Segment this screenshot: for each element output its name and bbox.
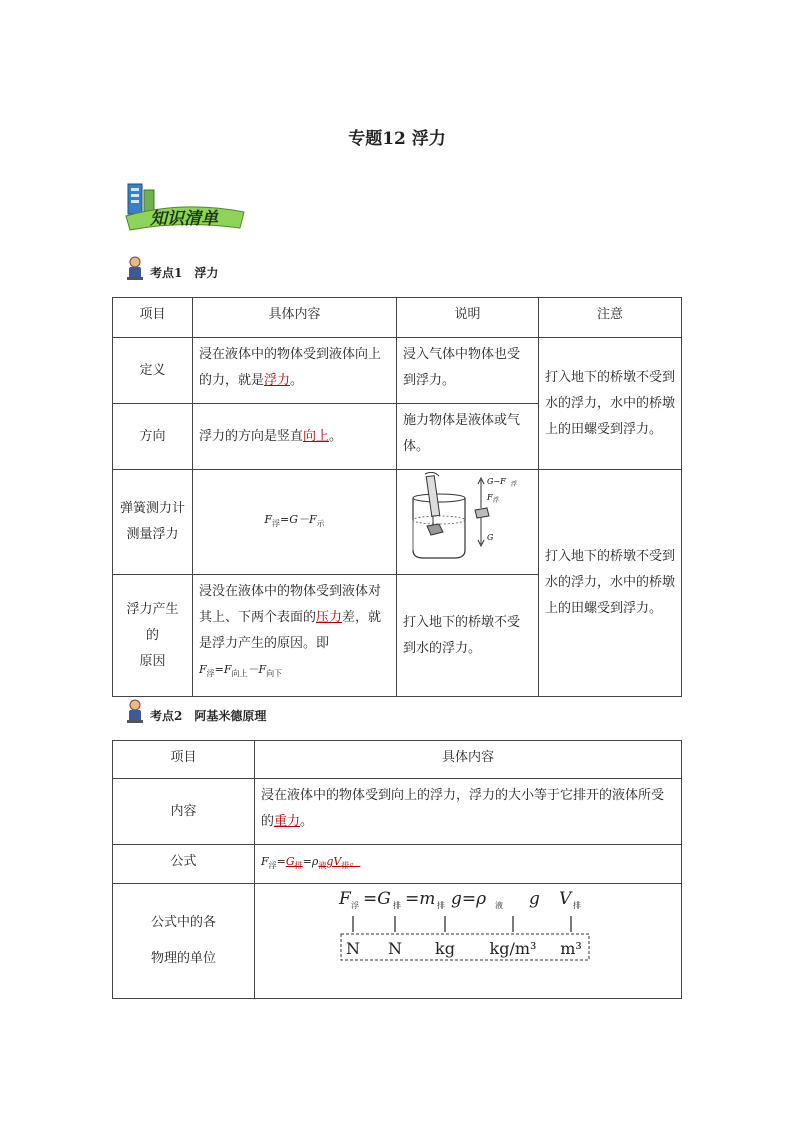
teacher-icon [126, 699, 144, 723]
page-title: 专题12 浮力 [348, 129, 446, 149]
t1-row-spring-diagram-cell [397, 470, 539, 575]
unit-eq-V: V [559, 889, 572, 910]
unit-eq-F-sub: 浮 [351, 901, 359, 911]
unit-2: kg [435, 939, 455, 959]
diagram-label-top-sub: 浮 [511, 481, 518, 488]
t2-row-units-item: 公式中的各 物理的单位 [113, 884, 255, 999]
units-diagram [255, 884, 682, 988]
t2-header-item: 项目 [113, 741, 255, 779]
t1-row-spring-item: 弹簧测力计测量浮力 [113, 470, 193, 575]
hl-gravity: 重力 [274, 814, 301, 829]
hl-buoyancy: 浮力 [264, 373, 291, 388]
t1-row-cause-note: 打入地下的桥墩不受到水的浮力。 [397, 575, 539, 697]
unit-eq-rho-sub: 液 [495, 901, 503, 911]
teacher-icon [126, 256, 144, 280]
unit-eq-V-sub: 排 [573, 901, 581, 911]
t1-row-definition-content: 浸在液体中的物体受到液体向上的力，就是浮力。 [193, 338, 397, 404]
knowledge-list-banner [122, 182, 248, 232]
t1-notice-b: 打入地下的桥墩不受到水的浮力，水中的桥墩上的田螺受到浮力。 [539, 470, 682, 697]
t2-header-content: 具体内容 [255, 741, 682, 779]
t1-row-definition-note: 浸入气体中物体也受到浮力。 [397, 338, 539, 404]
unit-eq-g: g=ρ [451, 889, 487, 910]
t1-header-content: 具体内容 [193, 298, 397, 338]
kp1-number: 考点1 [150, 266, 183, 280]
t1-notice-a: 打入地下的桥墩不受到水的浮力，水中的桥墩上的田螺受到浮力。 [539, 338, 682, 470]
diagram-label-mid-sub: 浮 [493, 497, 500, 504]
unit-eq-F: F [339, 889, 351, 910]
unit-1: N [388, 939, 402, 959]
t1-row-cause-item: 浮力产生 的 原因 [113, 575, 193, 697]
table-buoyancy [112, 297, 682, 697]
unit-3: kg/m³ [489, 939, 537, 959]
kp2-number: 考点2 [150, 709, 183, 723]
t2-row-units-diagram-cell [255, 884, 682, 999]
t2-row-content-item: 内容 [113, 779, 255, 845]
t2-row-content-text: 浸在液体中的物体受到向上的浮力，浮力的大小等于它排开的液体所受的重力。 [255, 779, 682, 845]
t1-row-definition-item: 定义 [113, 338, 193, 404]
diagram-label-bottom: G [487, 533, 494, 542]
unit-eq-m: =m [405, 889, 436, 910]
unit-0: N [346, 939, 360, 959]
key-point-2-heading [126, 697, 278, 723]
key-point-1-heading [126, 254, 230, 280]
kp2-name: 阿基米德原理 [194, 709, 267, 723]
banner-label: 知识清单 [150, 209, 218, 229]
t1-row-direction-note: 施力物体是液体或气体。 [397, 404, 539, 470]
unit-eq-G: =G [363, 889, 391, 910]
hl-upward: 向上 [303, 428, 330, 444]
t1-row-cause-content: 浸没在液体中的物体受到液体对其上、下两个表面的压力差，就是浮力产生的原因。即 $F_浮=F_{向上}-F_{向下}$ [193, 575, 397, 697]
unit-eq-G-sub: 排 [393, 901, 401, 911]
t1-row-direction-item: 方向 [113, 404, 193, 470]
t2-row-formula-item: 公式 [113, 845, 255, 884]
table-archimedes [112, 740, 682, 999]
unit-4: m³ [560, 939, 582, 959]
diagram-label-top: G−F [487, 477, 506, 486]
t1-header-explain: 说明 [397, 298, 539, 338]
unit-eq-g2: g [529, 889, 540, 910]
hl-pressure: 压力 [316, 610, 343, 625]
unit-eq-m-sub: 排 [437, 901, 445, 911]
t2-row-formula-text: $F_浮=G_排=\rho_液gV_排$。 [255, 845, 682, 884]
diagram-label-mid: F [487, 493, 493, 502]
t1-row-direction-content: 浮力的方向是竖直向上。 [193, 404, 397, 470]
spring-scale-diagram [399, 472, 535, 562]
t1-header-item: 项目 [113, 298, 193, 338]
t1-row-spring-formula: $F_浮=G-F_示$ [193, 470, 397, 575]
t1-header-notice: 注意 [539, 298, 682, 338]
kp1-name: 浮力 [194, 266, 219, 280]
